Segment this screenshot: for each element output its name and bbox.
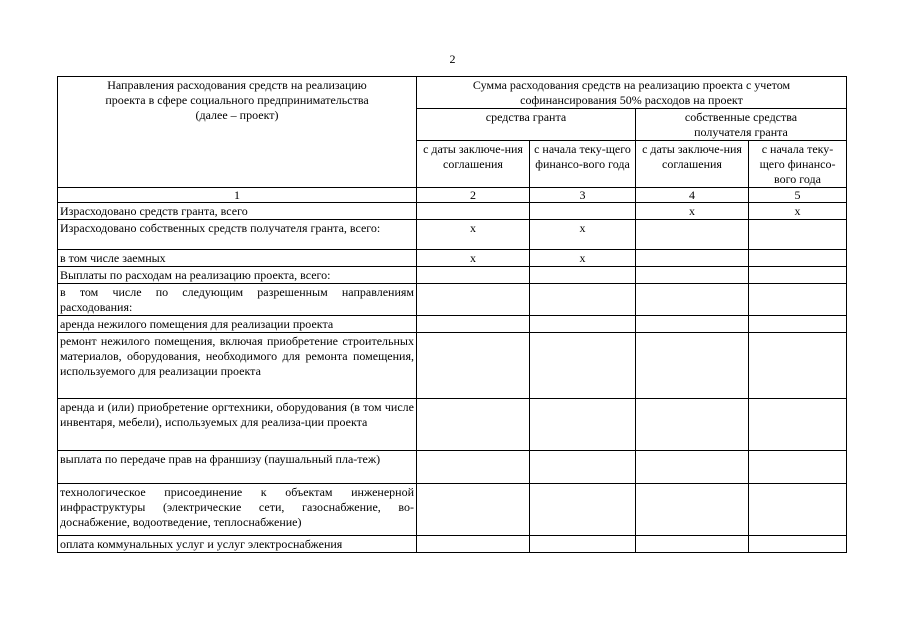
- value-cell: [749, 267, 847, 284]
- row-label: аренда и (или) приобретение оргтехники, оборудования (в том числе инвентаря, мебели), используемых для реализа-ции проекта: [58, 399, 417, 451]
- value-cell: [636, 536, 749, 553]
- value-cell: [417, 333, 530, 399]
- value-cell: [636, 284, 749, 316]
- value-cell: x: [530, 220, 636, 250]
- value-cell: [530, 284, 636, 316]
- row-label: технологическое присоединение к объектам инженерной инфраструктуры (электрические сети, газоснабжение, во-доснабжение, водоотведение, теплоснабжение): [58, 484, 417, 536]
- value-cell: [636, 267, 749, 284]
- table-row: [58, 451, 847, 484]
- value-cell: x: [417, 220, 530, 250]
- table-row: [58, 220, 847, 250]
- page-number: 2: [449, 52, 456, 66]
- value-cell: [417, 399, 530, 451]
- row-label: оплата коммунальных услуг и услуг электроснабжения: [58, 536, 417, 553]
- value-cell: [417, 484, 530, 536]
- table-row: [58, 203, 847, 220]
- expense-report-table: [57, 76, 847, 553]
- value-cell: x: [636, 203, 749, 220]
- value-cell: [749, 284, 847, 316]
- header-sum: Сумма расходования средств на реализацию проекта с учетом софинансирования 50% расходов на проект: [417, 77, 847, 109]
- header-grant-since-year-start: с начала теку-щего финансо-вого года: [530, 141, 636, 188]
- value-cell: [749, 316, 847, 333]
- header-own-funds: собственные средства получателя гранта: [636, 109, 847, 141]
- column-number: 2: [417, 188, 530, 203]
- value-cell: [636, 250, 749, 267]
- value-cell: x: [530, 250, 636, 267]
- table-row: [58, 536, 847, 553]
- value-cell: [530, 333, 636, 399]
- value-cell: [417, 536, 530, 553]
- value-cell: [636, 333, 749, 399]
- header-grant-since-agreement: с даты заключе-ния соглашения: [417, 141, 530, 188]
- value-cell: [417, 316, 530, 333]
- value-cell: [636, 451, 749, 484]
- header-directions: Направления расходования средств на реализацию проекта в сфере социального предпринимательства (далее – проект): [58, 77, 417, 188]
- table-row: [58, 267, 847, 284]
- value-cell: [636, 220, 749, 250]
- table-row: [58, 250, 847, 267]
- table-row: [58, 399, 847, 451]
- value-cell: [636, 399, 749, 451]
- table-row: [58, 284, 847, 316]
- column-number-row: [58, 188, 847, 203]
- table-row: [58, 333, 847, 399]
- value-cell: [530, 316, 636, 333]
- value-cell: [636, 316, 749, 333]
- value-cell: [749, 451, 847, 484]
- row-label: Израсходовано средств гранта, всего: [58, 203, 417, 220]
- row-label: в том числе по следующим разрешенным направлениям расходования:: [58, 284, 417, 316]
- row-label: аренда нежилого помещения для реализации проекта: [58, 316, 417, 333]
- row-label: ремонт нежилого помещения, включая приобретение строительных материалов, оборудования, необходимого для ремонта помещения, используемого для реализации проекта: [58, 333, 417, 399]
- value-cell: [530, 203, 636, 220]
- column-number: 3: [530, 188, 636, 203]
- table-row: [58, 316, 847, 333]
- row-label: Выплаты по расходам на реализацию проекта, всего:: [58, 267, 417, 284]
- row-label: в том числе заемных: [58, 250, 417, 267]
- value-cell: [749, 484, 847, 536]
- value-cell: [749, 250, 847, 267]
- value-cell: [417, 451, 530, 484]
- column-number: 4: [636, 188, 749, 203]
- table-row: [58, 484, 847, 536]
- value-cell: [530, 399, 636, 451]
- value-cell: x: [749, 203, 847, 220]
- value-cell: [417, 203, 530, 220]
- value-cell: [530, 536, 636, 553]
- value-cell: [417, 284, 530, 316]
- header-grant-funds: средства гранта: [417, 109, 636, 141]
- value-cell: x: [417, 250, 530, 267]
- value-cell: [636, 484, 749, 536]
- value-cell: [749, 536, 847, 553]
- column-number: 5: [749, 188, 847, 203]
- value-cell: [530, 267, 636, 284]
- header-own-since-agreement: с даты заключе-ния соглашения: [636, 141, 749, 188]
- row-label: выплата по передаче прав на франшизу (паушальный пла-теж): [58, 451, 417, 484]
- row-label: Израсходовано собственных средств получателя гранта, всего:: [58, 220, 417, 250]
- value-cell: [417, 267, 530, 284]
- value-cell: [530, 451, 636, 484]
- value-cell: [749, 220, 847, 250]
- value-cell: [749, 333, 847, 399]
- value-cell: [749, 399, 847, 451]
- header-own-since-year-start: с начала теку-щего финансо-вого года: [749, 141, 847, 188]
- column-number: 1: [58, 188, 417, 203]
- value-cell: [530, 484, 636, 536]
